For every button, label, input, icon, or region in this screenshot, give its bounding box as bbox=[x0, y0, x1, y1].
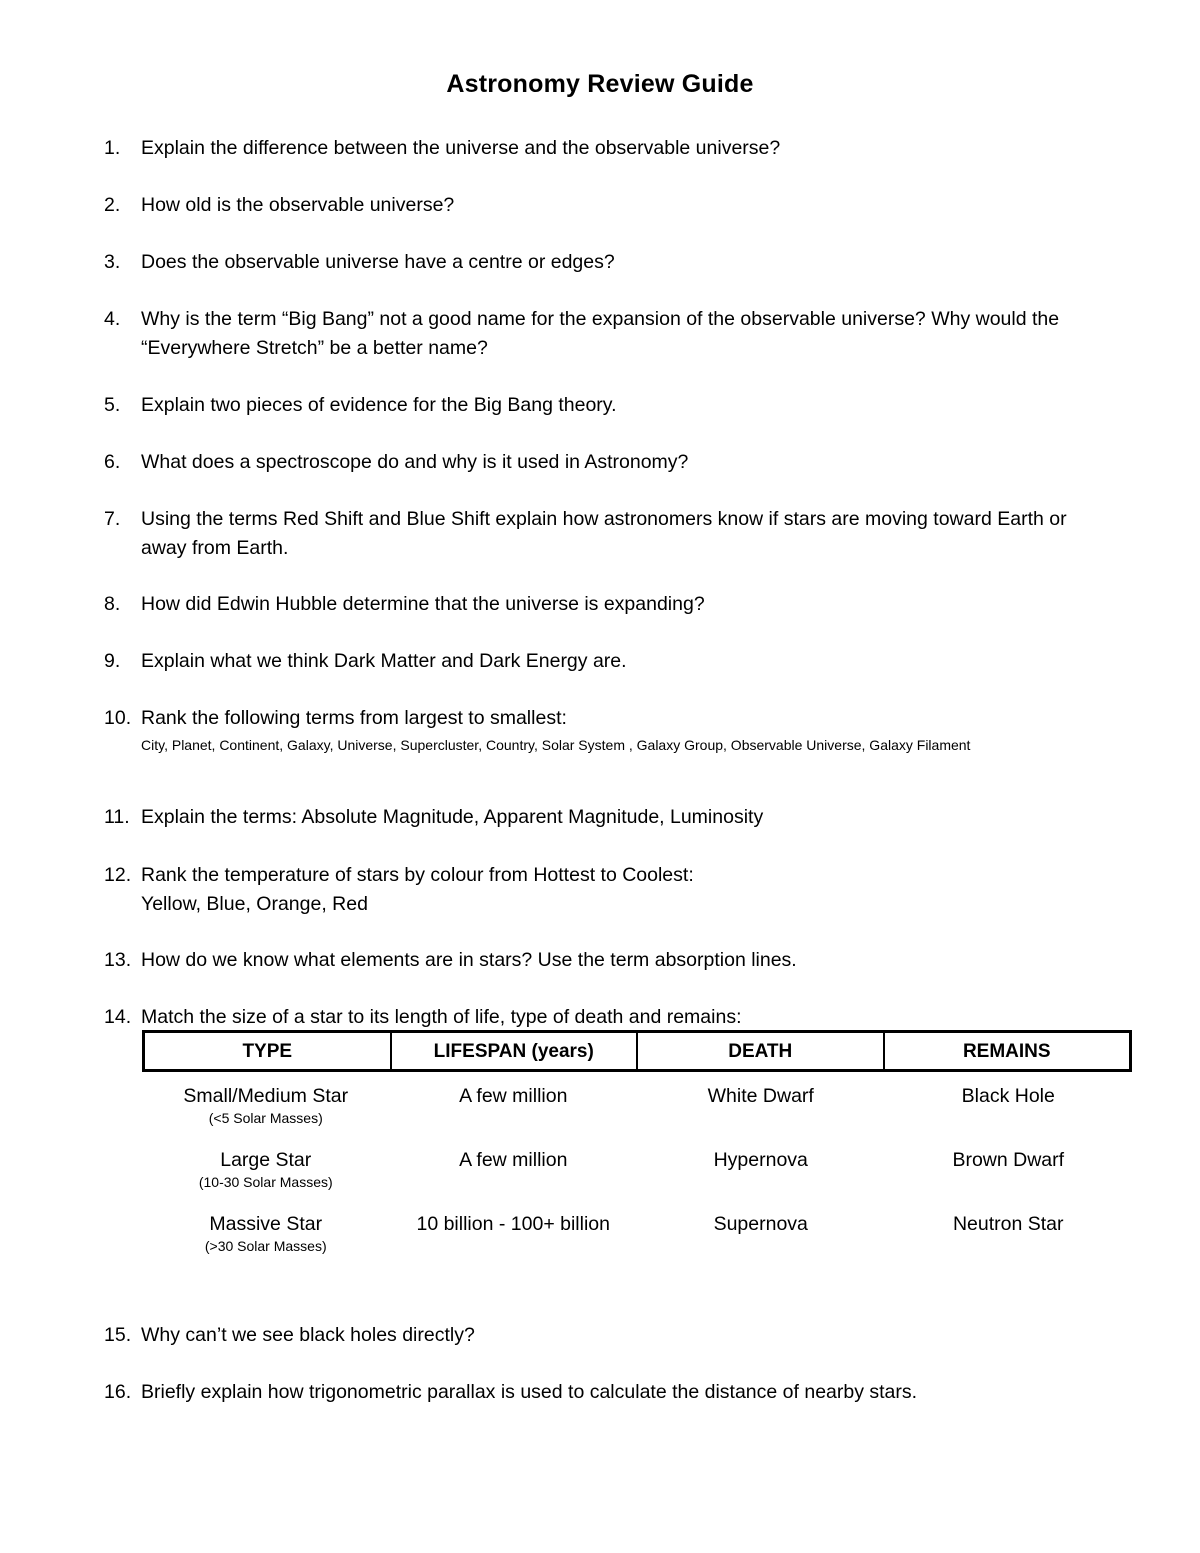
question-number: 10. bbox=[104, 707, 132, 729]
question-8 bbox=[104, 590, 1141, 619]
question-number: 6. bbox=[104, 451, 121, 473]
type-cell bbox=[142, 1212, 390, 1262]
question-text: Match the size of a star to its length of life, type of death and remains: bbox=[141, 1006, 742, 1028]
question-text: Why is the term “Big Bang” not a good name for the expansion of the observable universe? Why would the “Everywhere Stretch” be a better name? bbox=[141, 308, 1060, 359]
question-text: What does a spectroscope do and why is it used in Astronomy? bbox=[141, 451, 689, 473]
question-3 bbox=[104, 248, 1141, 277]
question-14 bbox=[104, 1003, 1141, 1032]
question-number: 7. bbox=[104, 508, 121, 530]
table-row bbox=[142, 1212, 1132, 1262]
type-cell bbox=[142, 1084, 390, 1134]
question-text: How did Edwin Hubble determine that the universe is expanding? bbox=[141, 593, 705, 615]
question-16 bbox=[104, 1378, 1141, 1407]
star-type: Massive Star bbox=[209, 1213, 323, 1235]
question-13 bbox=[104, 946, 1141, 975]
question-number: 3. bbox=[104, 251, 121, 273]
death-cell: Supernova bbox=[713, 1213, 808, 1235]
star-mass: (>30 Solar Masses) bbox=[204, 1238, 327, 1254]
question-number: 15. bbox=[104, 1324, 132, 1346]
question-12 bbox=[104, 861, 1141, 919]
remains-cell: Black Hole bbox=[961, 1085, 1055, 1107]
question-11 bbox=[104, 803, 1141, 832]
question-1 bbox=[104, 134, 1141, 163]
question-7 bbox=[104, 505, 1101, 563]
lifespan-cell: 10 billion - 100+ billion bbox=[416, 1213, 610, 1235]
question-number: 9. bbox=[104, 650, 121, 672]
question-4 bbox=[104, 305, 1131, 363]
page-title: Astronomy Review Guide bbox=[446, 70, 754, 98]
question-number: 2. bbox=[104, 194, 121, 216]
lifespan-cell: A few million bbox=[459, 1085, 568, 1107]
star-lifecycle-table bbox=[142, 1030, 1132, 1262]
question-text: How do we know what elements are in stars? Use the term absorption lines. bbox=[141, 949, 797, 971]
question-number: 1. bbox=[104, 137, 121, 159]
star-mass: (<5 Solar Masses) bbox=[208, 1110, 323, 1126]
remains-cell: Brown Dwarf bbox=[952, 1149, 1065, 1171]
column-header: LIFESPAN (years) bbox=[392, 1033, 639, 1069]
question-number: 13. bbox=[104, 949, 132, 971]
lifespan-cell: A few million bbox=[459, 1149, 568, 1171]
star-type: Large Star bbox=[220, 1149, 312, 1171]
question-2 bbox=[104, 191, 1141, 220]
question-text: Explain the terms: Absolute Magnitude, Apparent Magnitude, Luminosity bbox=[141, 806, 764, 828]
question-number: 8. bbox=[104, 593, 121, 615]
table-row bbox=[142, 1084, 1132, 1134]
question-number: 5. bbox=[104, 394, 121, 416]
question-5 bbox=[104, 391, 1141, 420]
question-text: Briefly explain how trigonometric parallax is used to calculate the distance of nearby stars. bbox=[141, 1381, 918, 1403]
column-header: TYPE bbox=[145, 1033, 392, 1069]
question-6 bbox=[104, 448, 1141, 477]
question-text: Explain the difference between the universe and the observable universe? bbox=[141, 137, 781, 159]
question-prompt: Rank the following terms from largest to smallest: bbox=[141, 707, 567, 729]
star-mass: (10-30 Solar Masses) bbox=[198, 1174, 333, 1190]
type-cell bbox=[142, 1148, 390, 1198]
table-row bbox=[142, 1148, 1132, 1198]
question-9 bbox=[104, 647, 1141, 676]
column-header: DEATH bbox=[638, 1033, 885, 1069]
question-text: Explain two pieces of evidence for the Big Bang theory. bbox=[141, 394, 617, 416]
question-number: 12. bbox=[104, 864, 132, 886]
question-15 bbox=[104, 1321, 1141, 1350]
table-header-row bbox=[142, 1030, 1132, 1072]
column-header: REMAINS bbox=[962, 1041, 1051, 1062]
question-text: Explain what we think Dark Matter and Dark Energy are. bbox=[141, 650, 627, 672]
question-10 bbox=[104, 704, 1141, 755]
star-colours-list: Yellow, Blue, Orange, Red bbox=[141, 893, 368, 915]
question-text: Using the terms Red Shift and Blue Shift explain how astronomers know if stars are moving toward Earth or away from Earth. bbox=[141, 508, 1067, 559]
question-text: Why can’t we see black holes directly? bbox=[141, 1324, 475, 1346]
death-cell: Hypernova bbox=[713, 1149, 808, 1171]
question-number: 4. bbox=[104, 308, 121, 330]
remains-cell: Neutron Star bbox=[952, 1213, 1064, 1235]
death-cell: White Dwarf bbox=[707, 1085, 814, 1107]
question-prompt: Rank the temperature of stars by colour from Hottest to Coolest: bbox=[141, 864, 694, 886]
question-text: How old is the observable universe? bbox=[141, 194, 455, 216]
question-number: 11. bbox=[104, 806, 130, 828]
star-type: Small/Medium Star bbox=[183, 1085, 349, 1107]
question-number: 16. bbox=[104, 1381, 132, 1403]
question-text: Does the observable universe have a centre or edges? bbox=[141, 251, 615, 273]
question-text bbox=[141, 704, 1141, 755]
question-number: 14. bbox=[104, 1006, 132, 1028]
question-text bbox=[141, 861, 1141, 919]
ranking-terms-list: City, Planet, Continent, Galaxy, Universe, Supercluster, Country, Solar System , Galaxy Group, Observable Universe, Galaxy Filament bbox=[141, 737, 971, 753]
